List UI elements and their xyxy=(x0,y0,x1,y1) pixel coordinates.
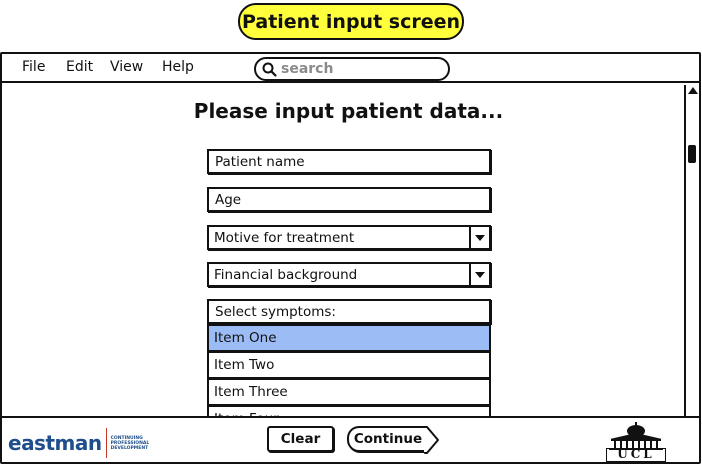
eastman-logo-word: eastman xyxy=(8,431,102,455)
patient-name-label: Patient name xyxy=(215,154,305,170)
chevron-down-icon xyxy=(475,235,485,241)
motive-dropdown[interactable] xyxy=(207,225,491,250)
motive-dropdown-toggle[interactable] xyxy=(469,227,489,248)
symptom-item-one[interactable]: Item One xyxy=(207,324,491,352)
search-input[interactable] xyxy=(277,61,437,77)
scroll-up-icon[interactable] xyxy=(688,87,698,94)
footer-bar xyxy=(2,416,699,462)
search-icon xyxy=(262,62,277,77)
symptoms-label: Select symptoms: xyxy=(215,304,336,320)
menu-edit[interactable]: Edit xyxy=(66,59,94,75)
scroll-thumb[interactable] xyxy=(688,145,696,163)
continue-button[interactable]: Continue xyxy=(347,426,427,452)
menu-file[interactable]: File xyxy=(22,59,46,75)
vertical-scrollbar[interactable] xyxy=(684,85,699,418)
search-box[interactable] xyxy=(254,57,450,81)
eastman-logo-divider xyxy=(106,428,107,458)
symptom-item-three[interactable]: Item Three xyxy=(207,378,491,406)
financial-dropdown-label: Financial background xyxy=(214,267,358,283)
form-area xyxy=(2,85,685,418)
menu-view[interactable]: View xyxy=(110,59,144,75)
clear-button[interactable]: Clear xyxy=(267,426,334,452)
symptom-item-two[interactable]: Item Two xyxy=(207,351,491,379)
age-field[interactable] xyxy=(207,187,491,212)
continue-arrow-tip-icon[interactable] xyxy=(425,426,441,456)
symptoms-header xyxy=(207,299,491,324)
chevron-down-icon xyxy=(475,272,485,278)
symptoms-list[interactable] xyxy=(207,324,491,404)
page-heading: Please input patient data... xyxy=(193,99,504,123)
age-label: Age xyxy=(215,192,242,208)
ucl-portico-icon xyxy=(606,422,666,450)
motive-dropdown-label: Motive for treatment xyxy=(214,230,355,246)
screen-title: Patient input screen xyxy=(241,10,461,33)
financial-dropdown[interactable] xyxy=(207,262,491,287)
financial-dropdown-toggle[interactable] xyxy=(469,264,489,285)
app-window xyxy=(0,52,701,464)
menu-bar xyxy=(2,54,699,83)
eastman-logo-tagline: CONTINUING PROFESSIONAL DEVELOPMENT xyxy=(110,435,150,451)
menu-help[interactable]: Help xyxy=(162,59,194,75)
ucl-logo-text: UCL xyxy=(606,448,666,462)
eastman-logo xyxy=(8,428,150,458)
patient-name-field[interactable] xyxy=(207,149,491,174)
ucl-logo xyxy=(606,422,666,462)
screen-title-badge xyxy=(238,3,464,40)
